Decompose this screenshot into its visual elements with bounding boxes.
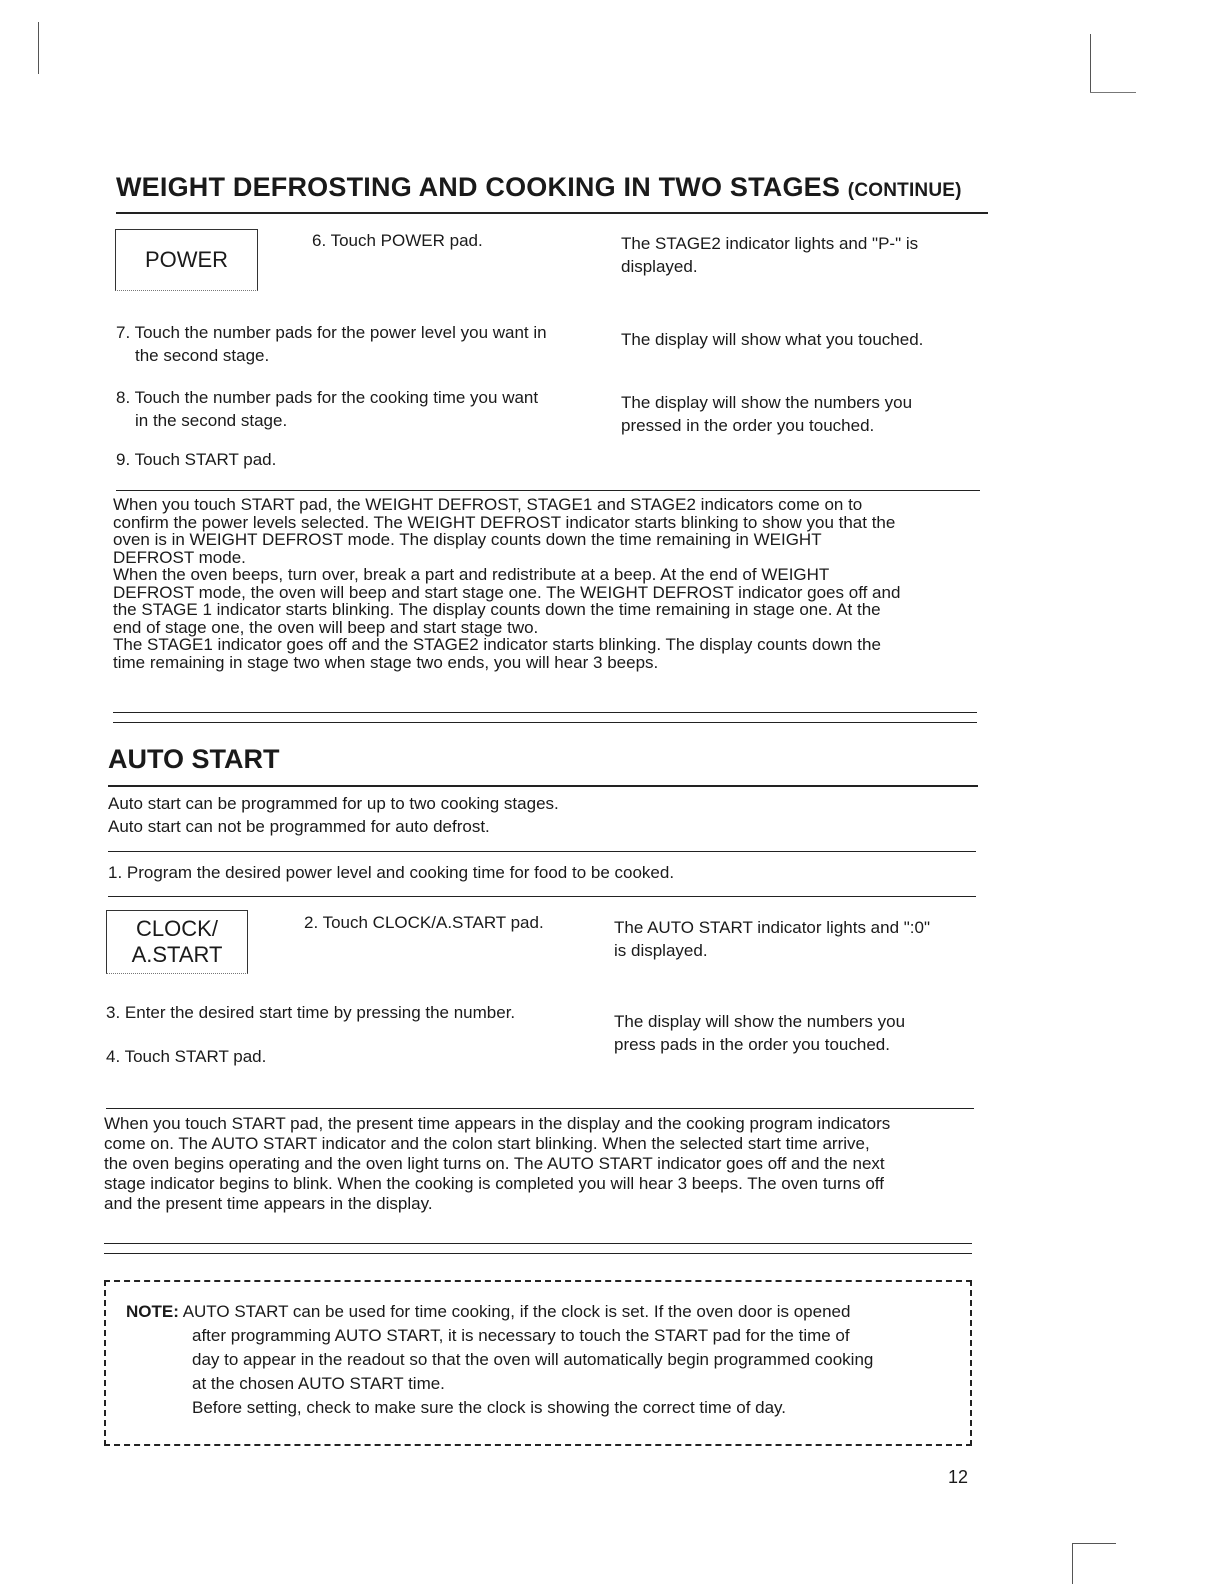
auto-start-description: When you touch START pad, the present time appears in the display and the cooking program indicators come on. The AUTO START indicator and the colon start blinking. When the selected start time arrive, the oven begins operating and the oven light turns on. The AUTO START indicator goes off and the next stage indicator begins to blink. When the cooking is completed you will hear 3 beeps. The oven turns off and the present time appears in the display. [104, 1114, 891, 1213]
divider [113, 712, 977, 713]
page-number: 12 [948, 1467, 969, 1487]
power-pad-illustration [115, 229, 258, 291]
scan-mark [1072, 1543, 1073, 1584]
step-9: 9. Touch START pad. [116, 450, 277, 469]
power-pad-label: POWER [144, 247, 229, 272]
section-title-auto-start: AUTO START [108, 744, 280, 774]
scan-mark [1072, 1543, 1116, 1544]
auto-start-step-3: 3. Enter the desired start time by pressing the number. [106, 1003, 516, 1022]
note-text: NOTE: AUTO START can be used for time cooking, if the clock is set. If the oven door is opened after programming AUTO START, it is necessary to touch the START pad for the time of day to appear in the readout so that the oven will automatically begin programmed cooking at the chosen AUTO START time. Before setting, check to make sure the clock is showing the correct time of day. [126, 1302, 874, 1417]
scan-mark [38, 22, 39, 74]
scan-mark [1090, 92, 1136, 93]
auto-start-step-4: 4. Touch START pad. [106, 1047, 267, 1066]
clock-astart-pad-illustration [106, 910, 248, 974]
step-7-result: The display will show what you touched. [621, 330, 924, 349]
step-8: 8. Touch the number pads for the cooking time you want in the second stage. [116, 388, 539, 430]
note-label: NOTE: [126, 1302, 179, 1321]
divider [104, 1253, 972, 1254]
divider [106, 1108, 974, 1109]
auto-start-step-2-result: The AUTO START indicator lights and ":0" is displayed. [614, 918, 931, 960]
step-6: 6. Touch POWER pad. [312, 231, 483, 250]
title-rule [108, 785, 978, 787]
divider [108, 851, 976, 852]
divider [113, 722, 977, 723]
section-title-weight-defrost: WEIGHT DEFROSTING AND COOKING IN TWO STAGES (CONTINUE) [116, 172, 962, 202]
auto-start-step-3-4-result: The display will show the numbers you press pads in the order you touched. [614, 1012, 906, 1054]
step-8-result: The display will show the numbers you pressed in the order you touched. [621, 393, 913, 435]
step-7: 7. Touch the number pads for the power level you want in the second stage. [116, 323, 547, 365]
divider [116, 490, 980, 491]
weight-defrost-description: When you touch START pad, the WEIGHT DEFROST, STAGE1 and STAGE2 indicators come on to confirm the power levels selected. The WEIGHT DEFROST indicator starts blinking to show you that the oven is in WEIGHT DEFROST mode. The display counts down the time remaining in WEIGHT DEFROST mode. When the oven beeps, turn over, break a part and redistribute at a beep. At the end of WEIGHT DEFROST mode, the oven will beep and start stage one. The WEIGHT DEFROST indicator goes off and the STAGE 1 indicator starts blinking. The display counts down the time remaining in stage one. At the end of stage one, the oven will beep and start stage two. The STAGE1 indicator goes off and the STAGE2 indicator starts blinking. The display counts down the time remaining in stage two when stage two ends, you will hear 3 beeps. [113, 495, 901, 672]
divider [108, 896, 976, 897]
auto-start-step-2: 2. Touch CLOCK/A.START pad. [304, 913, 544, 932]
auto-start-step-1: 1. Program the desired power level and cooking time for food to be cooked. [108, 863, 675, 882]
auto-start-intro: Auto start can be programmed for up to two cooking stages. Auto start can not be programmed for auto defrost. [108, 794, 559, 836]
divider [104, 1243, 972, 1244]
clock-pad-label: CLOCK/ [136, 916, 218, 941]
scan-mark [1090, 34, 1091, 92]
step-6-result: The STAGE2 indicator lights and "P-" is displayed. [621, 234, 919, 276]
astart-pad-label: A.START [131, 942, 223, 967]
title-rule [116, 212, 988, 214]
